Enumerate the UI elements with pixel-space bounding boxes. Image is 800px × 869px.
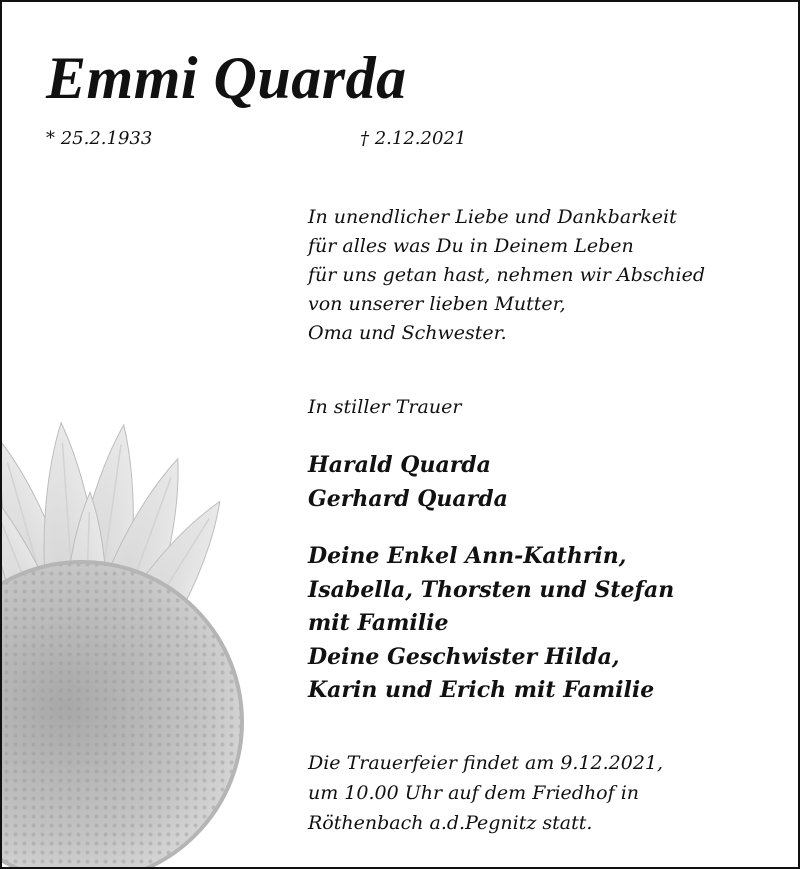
- family-line: Deine Enkel Ann-Kathrin,: [308, 543, 627, 569]
- dedication-line: für alles was Du in Deinem Leben: [308, 235, 634, 257]
- funeral-line: um 10.00 Uhr auf dem Friedhof in: [308, 782, 640, 804]
- mourners-primary: [308, 448, 508, 516]
- mourner-name: Gerhard Quarda: [308, 486, 508, 512]
- birth-date: * 25.2.1933: [46, 128, 153, 149]
- dedication-line: In unendlicher Liebe und Dankbarkeit: [308, 206, 677, 228]
- mourners-family: [308, 540, 674, 708]
- family-line: Karin und Erich mit Familie: [308, 677, 655, 703]
- funeral-line: Die Trauerfeier findet am 9.12.2021,: [308, 752, 664, 774]
- family-line: Isabella, Thorsten und Stefan: [308, 576, 675, 603]
- funeral-info: [308, 748, 663, 838]
- dedication-line: Oma und Schwester.: [308, 322, 507, 344]
- dedication-text: [308, 203, 705, 348]
- dedication-line: von unserer lieben Mutter,: [308, 293, 566, 315]
- death-date: † 2.12.2021: [360, 128, 467, 149]
- family-line: mit Familie: [308, 610, 449, 636]
- dedication-line: für uns getan hast, nehmen wir Abschied: [308, 264, 706, 286]
- mourning-label: In stiller Trauer: [308, 396, 462, 418]
- funeral-line: Röthenbach a.d.Pegnitz statt.: [308, 812, 593, 834]
- deceased-name: Emmi Quarda: [46, 45, 407, 111]
- family-line: Deine Geschwister Hilda,: [308, 643, 620, 670]
- mourner-name: Harald Quarda: [308, 452, 491, 478]
